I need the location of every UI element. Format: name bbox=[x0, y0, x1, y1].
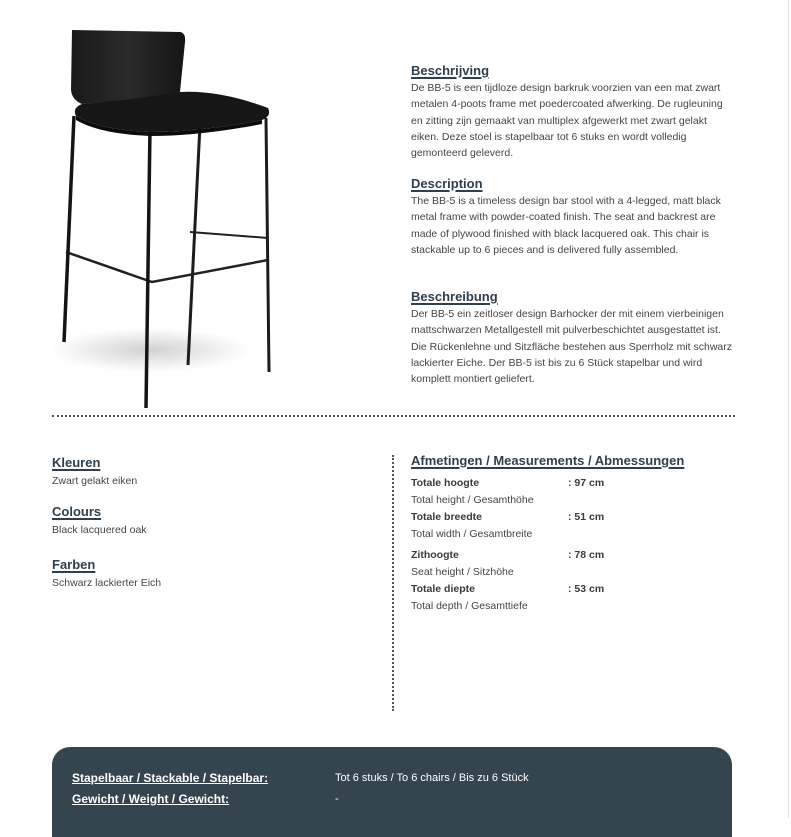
text-beschrijving: De BB-5 is een tijdloze design barkruk voorzien van een mat zwart metalen 4-poots frame met poedercoated afwerking. De rugleuning en zitting zijn gemaakt van multiplex afgewerkt met zwart gelakt eiken. Deze stoel is stapelbaar tot 6 stuks en wordt volledig gemonteerd geleverd. bbox=[411, 82, 723, 160]
footer-band bbox=[52, 747, 732, 837]
value-farben: Schwarz lackierter Eich bbox=[52, 577, 162, 589]
description-en bbox=[411, 176, 736, 258]
heading-beschrijving: Beschrijving bbox=[411, 63, 490, 78]
measurement-value: : 97 cm bbox=[568, 477, 605, 489]
measurement-row bbox=[411, 509, 731, 542]
stool-footrest bbox=[190, 232, 268, 238]
stackable-label: Stapelbaar / Stackable / Stapelbar: bbox=[72, 771, 269, 785]
weight-value: - bbox=[335, 793, 339, 805]
text-description: The BB-5 is a timeless design bar stool with a 4-legged, matt black metal frame with powder-coated finish. The seat and backrest are made of plywood finished with black lacquered oak. This chair is stackable up to 6 pieces and is delivered fully assembled. bbox=[411, 195, 721, 256]
measurement-value: : 53 cm bbox=[568, 583, 605, 595]
value-kleuren: Zwart gelakt eiken bbox=[52, 475, 138, 487]
weight-label: Gewicht / Weight / Gewicht: bbox=[72, 792, 230, 806]
measurement-sublabel: Seat height / Sitzhöhe bbox=[411, 566, 514, 578]
heading-colours: Colours bbox=[52, 504, 102, 519]
measurement-label: Totale breedte bbox=[411, 511, 482, 523]
description-nl bbox=[411, 63, 736, 161]
stool-backrest bbox=[71, 30, 185, 104]
value-colours: Black lacquered oak bbox=[52, 524, 147, 536]
stool-shadow bbox=[50, 328, 250, 372]
heading-farben: Farben bbox=[52, 557, 96, 572]
page-edge-rule bbox=[788, 0, 789, 818]
heading-kleuren: Kleuren bbox=[52, 455, 101, 470]
colours-en bbox=[52, 504, 352, 537]
stool-footrest bbox=[66, 252, 268, 282]
stool-leg bbox=[188, 125, 200, 365]
measurements-title: Afmetingen / Measurements / Abmessungen bbox=[411, 453, 685, 468]
heading-beschreibung: Beschreibung bbox=[411, 289, 498, 304]
text-beschreibung: Der BB-5 ein zeitloser design Barhocker der mit einem vierbeinigen mattschwarzen Metallgestell mit pulverbeschichtet ausgestattet ist. Die Rückenlehne und Sitzfläche bestehen aus Sperrholz mit schwarz lackierter Eiche. Der BB-5 ist bis zu 6 Stück stapelbar und wird komplett montiert geliefert. bbox=[411, 308, 733, 386]
measurement-sublabel: Total depth / Gesamttiefe bbox=[411, 600, 528, 612]
measurement-value: : 78 cm bbox=[568, 549, 605, 561]
measurement-label: Totale diepte bbox=[411, 583, 475, 595]
stool-leg bbox=[266, 118, 269, 372]
measurement-sublabel: Total width / Gesamtbreite bbox=[411, 528, 533, 540]
colours-nl bbox=[52, 455, 352, 488]
heading-description: Description bbox=[411, 176, 483, 191]
description-de bbox=[411, 289, 736, 387]
measurement-row bbox=[411, 547, 731, 580]
measurement-sublabel: Total height / Gesamthöhe bbox=[411, 494, 534, 506]
measurement-label: Zithoogte bbox=[411, 549, 459, 561]
stool-leg bbox=[64, 116, 74, 342]
measurement-value: : 51 cm bbox=[568, 511, 605, 523]
stackable-value: Tot 6 stuks / To 6 chairs / Bis zu 6 Stück bbox=[335, 772, 529, 784]
colours-de bbox=[52, 557, 352, 590]
bar-stool-image bbox=[40, 20, 360, 420]
dotted-divider bbox=[52, 415, 735, 417]
measurement-label: Totale hoogte bbox=[411, 477, 480, 489]
dotted-divider-vertical bbox=[392, 455, 394, 711]
measurement-row bbox=[411, 581, 731, 614]
measurement-row bbox=[411, 475, 731, 508]
